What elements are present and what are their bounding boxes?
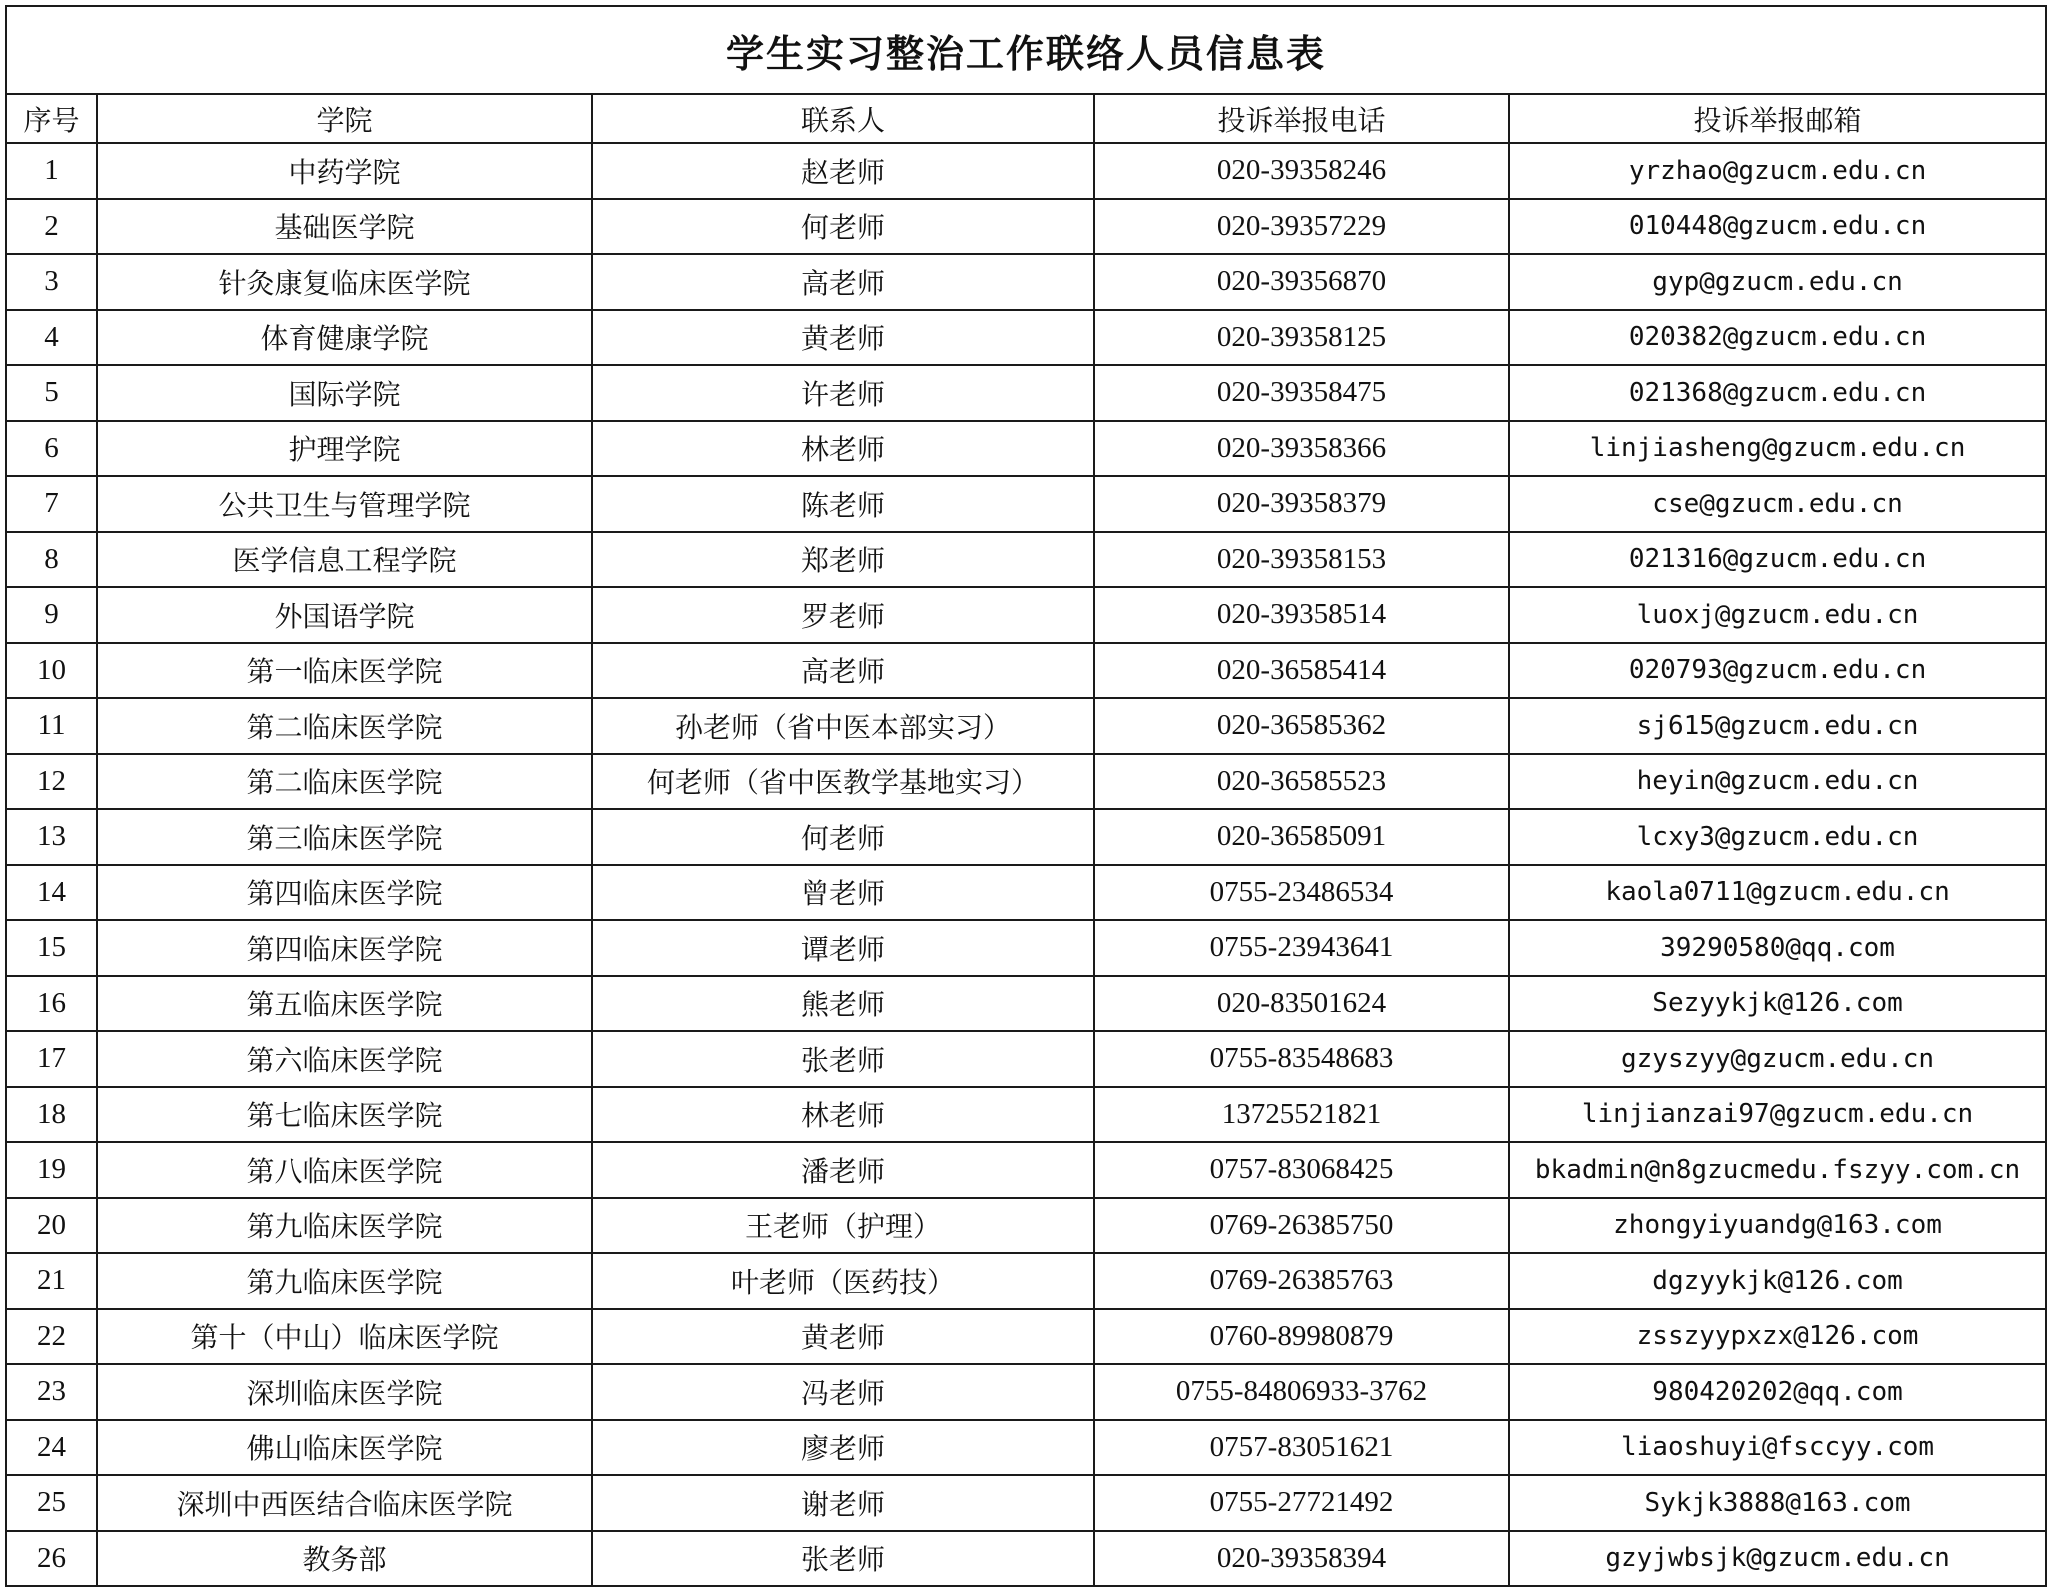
table-row <box>6 1364 2046 1420</box>
cell-seq: 4 <box>6 310 97 366</box>
cell-email: gyp@gzucm.edu.cn <box>1509 254 2046 310</box>
cell-phone: 0755-83548683 <box>1094 1031 1509 1087</box>
cell-contact: 林老师 <box>592 1087 1094 1143</box>
cell-seq: 12 <box>6 754 97 810</box>
cell-seq: 26 <box>6 1531 97 1587</box>
cell-seq: 3 <box>6 254 97 310</box>
cell-college: 中药学院 <box>97 143 592 199</box>
cell-contact: 熊老师 <box>592 976 1094 1032</box>
cell-phone: 0755-23943641 <box>1094 920 1509 976</box>
cell-contact: 叶老师（医药技） <box>592 1253 1094 1309</box>
cell-contact: 孙老师（省中医本部实习） <box>592 698 1094 754</box>
cell-college: 第九临床医学院 <box>97 1253 592 1309</box>
table-row <box>6 1475 2046 1531</box>
cell-email: kaola0711@gzucm.edu.cn <box>1509 865 2046 921</box>
cell-email: liaoshuyi@fsccyy.com <box>1509 1420 2046 1476</box>
cell-college: 第八临床医学院 <box>97 1142 592 1198</box>
contact-table <box>5 5 2047 1587</box>
cell-phone: 020-83501624 <box>1094 976 1509 1032</box>
table-row <box>6 421 2046 477</box>
cell-email: 020793@gzucm.edu.cn <box>1509 643 2046 699</box>
cell-college: 基础医学院 <box>97 199 592 255</box>
cell-email: yrzhao@gzucm.edu.cn <box>1509 143 2046 199</box>
cell-phone: 0757-83068425 <box>1094 1142 1509 1198</box>
table-row <box>6 1198 2046 1254</box>
cell-college: 第四临床医学院 <box>97 865 592 921</box>
cell-seq: 10 <box>6 643 97 699</box>
cell-seq: 11 <box>6 698 97 754</box>
table-row <box>6 254 2046 310</box>
header-contact: 联系人 <box>592 94 1094 143</box>
cell-contact: 黄老师 <box>592 1309 1094 1365</box>
cell-contact: 何老师（省中医教学基地实习） <box>592 754 1094 810</box>
cell-email: 021368@gzucm.edu.cn <box>1509 365 2046 421</box>
cell-phone: 13725521821 <box>1094 1087 1509 1143</box>
cell-seq: 22 <box>6 1309 97 1365</box>
cell-college: 第九临床医学院 <box>97 1198 592 1254</box>
cell-college: 医学信息工程学院 <box>97 532 592 588</box>
cell-contact: 廖老师 <box>592 1420 1094 1476</box>
cell-contact: 赵老师 <box>592 143 1094 199</box>
cell-email: 010448@gzucm.edu.cn <box>1509 199 2046 255</box>
cell-seq: 1 <box>6 143 97 199</box>
cell-contact: 张老师 <box>592 1531 1094 1587</box>
table-row <box>6 365 2046 421</box>
cell-phone: 0755-27721492 <box>1094 1475 1509 1531</box>
cell-email: zsszyypxzx@126.com <box>1509 1309 2046 1365</box>
cell-seq: 15 <box>6 920 97 976</box>
table-row <box>6 643 2046 699</box>
cell-seq: 9 <box>6 587 97 643</box>
table-row <box>6 476 2046 532</box>
table-row <box>6 143 2046 199</box>
table-row <box>6 976 2046 1032</box>
cell-contact: 曾老师 <box>592 865 1094 921</box>
table-row <box>6 865 2046 921</box>
cell-email: bkadmin@n8gzucmedu.fszyy.com.cn <box>1509 1142 2046 1198</box>
cell-email: 980420202@qq.com <box>1509 1364 2046 1420</box>
header-phone: 投诉举报电话 <box>1094 94 1509 143</box>
cell-seq: 20 <box>6 1198 97 1254</box>
cell-contact: 林老师 <box>592 421 1094 477</box>
cell-seq: 5 <box>6 365 97 421</box>
cell-contact: 谢老师 <box>592 1475 1094 1531</box>
table-row <box>6 1420 2046 1476</box>
cell-seq: 25 <box>6 1475 97 1531</box>
cell-phone: 020-39358366 <box>1094 421 1509 477</box>
table-row <box>6 1031 2046 1087</box>
cell-seq: 24 <box>6 1420 97 1476</box>
cell-email: gzyszyy@gzucm.edu.cn <box>1509 1031 2046 1087</box>
cell-phone: 020-36585091 <box>1094 809 1509 865</box>
table-row <box>6 809 2046 865</box>
cell-college: 第二临床医学院 <box>97 698 592 754</box>
table-row <box>6 532 2046 588</box>
contact-info-sheet <box>5 5 2045 1587</box>
cell-phone: 020-39356870 <box>1094 254 1509 310</box>
cell-seq: 6 <box>6 421 97 477</box>
cell-phone: 0760-89980879 <box>1094 1309 1509 1365</box>
cell-contact: 何老师 <box>592 809 1094 865</box>
table-body <box>6 143 2046 1586</box>
cell-phone: 0769-26385763 <box>1094 1253 1509 1309</box>
cell-phone: 0769-26385750 <box>1094 1198 1509 1254</box>
cell-phone: 020-39358125 <box>1094 310 1509 366</box>
cell-contact: 高老师 <box>592 254 1094 310</box>
cell-contact: 郑老师 <box>592 532 1094 588</box>
cell-email: linjianzai97@gzucm.edu.cn <box>1509 1087 2046 1143</box>
cell-college: 第三临床医学院 <box>97 809 592 865</box>
cell-college: 第一临床医学院 <box>97 643 592 699</box>
cell-contact: 王老师（护理） <box>592 1198 1094 1254</box>
cell-college: 第五临床医学院 <box>97 976 592 1032</box>
cell-email: sj615@gzucm.edu.cn <box>1509 698 2046 754</box>
cell-contact: 许老师 <box>592 365 1094 421</box>
cell-college: 第十（中山）临床医学院 <box>97 1309 592 1365</box>
cell-contact: 谭老师 <box>592 920 1094 976</box>
cell-email: 39290580@qq.com <box>1509 920 2046 976</box>
header-row <box>6 94 2046 143</box>
cell-contact: 高老师 <box>592 643 1094 699</box>
cell-phone: 0755-23486534 <box>1094 865 1509 921</box>
cell-phone: 020-36585414 <box>1094 643 1509 699</box>
cell-email: 020382@gzucm.edu.cn <box>1509 310 2046 366</box>
cell-seq: 18 <box>6 1087 97 1143</box>
cell-email: heyin@gzucm.edu.cn <box>1509 754 2046 810</box>
cell-college: 外国语学院 <box>97 587 592 643</box>
cell-phone: 020-39358394 <box>1094 1531 1509 1587</box>
table-row <box>6 698 2046 754</box>
cell-email: 021316@gzucm.edu.cn <box>1509 532 2046 588</box>
table-row <box>6 1309 2046 1365</box>
cell-email: luoxj@gzucm.edu.cn <box>1509 587 2046 643</box>
table-title: 学生实习整治工作联络人员信息表 <box>6 6 2046 94</box>
cell-contact: 黄老师 <box>592 310 1094 366</box>
cell-college: 深圳临床医学院 <box>97 1364 592 1420</box>
cell-college: 第七临床医学院 <box>97 1087 592 1143</box>
header-college: 学院 <box>97 94 592 143</box>
cell-seq: 2 <box>6 199 97 255</box>
table-row <box>6 1531 2046 1587</box>
table-row <box>6 1142 2046 1198</box>
cell-seq: 16 <box>6 976 97 1032</box>
cell-contact: 张老师 <box>592 1031 1094 1087</box>
cell-contact: 潘老师 <box>592 1142 1094 1198</box>
cell-contact: 罗老师 <box>592 587 1094 643</box>
cell-seq: 14 <box>6 865 97 921</box>
cell-phone: 020-39357229 <box>1094 199 1509 255</box>
header-email: 投诉举报邮箱 <box>1509 94 2046 143</box>
cell-college: 公共卫生与管理学院 <box>97 476 592 532</box>
table-row <box>6 754 2046 810</box>
cell-contact: 何老师 <box>592 199 1094 255</box>
cell-seq: 8 <box>6 532 97 588</box>
cell-email: dgzyykjk@126.com <box>1509 1253 2046 1309</box>
cell-email: Sezyykjk@126.com <box>1509 976 2046 1032</box>
cell-phone: 020-39358246 <box>1094 143 1509 199</box>
cell-email: gzyjwbsjk@gzucm.edu.cn <box>1509 1531 2046 1587</box>
cell-phone: 020-39358475 <box>1094 365 1509 421</box>
cell-college: 第二临床医学院 <box>97 754 592 810</box>
cell-seq: 19 <box>6 1142 97 1198</box>
cell-phone: 020-36585362 <box>1094 698 1509 754</box>
header-seq: 序号 <box>6 94 97 143</box>
table-row <box>6 920 2046 976</box>
cell-email: Sykjk3888@163.com <box>1509 1475 2046 1531</box>
cell-email: linjiasheng@gzucm.edu.cn <box>1509 421 2046 477</box>
table-row <box>6 1087 2046 1143</box>
cell-phone: 0755-84806933-3762 <box>1094 1364 1509 1420</box>
cell-contact: 冯老师 <box>592 1364 1094 1420</box>
cell-phone: 020-39358153 <box>1094 532 1509 588</box>
cell-college: 深圳中西医结合临床医学院 <box>97 1475 592 1531</box>
cell-seq: 7 <box>6 476 97 532</box>
cell-seq: 23 <box>6 1364 97 1420</box>
table-row <box>6 1253 2046 1309</box>
cell-seq: 21 <box>6 1253 97 1309</box>
table-row <box>6 587 2046 643</box>
cell-email: zhongyiyuandg@163.com <box>1509 1198 2046 1254</box>
cell-college: 针灸康复临床医学院 <box>97 254 592 310</box>
cell-email: lcxy3@gzucm.edu.cn <box>1509 809 2046 865</box>
cell-phone: 020-39358379 <box>1094 476 1509 532</box>
cell-phone: 020-36585523 <box>1094 754 1509 810</box>
cell-seq: 17 <box>6 1031 97 1087</box>
cell-phone: 0757-83051621 <box>1094 1420 1509 1476</box>
cell-college: 体育健康学院 <box>97 310 592 366</box>
cell-contact: 陈老师 <box>592 476 1094 532</box>
cell-seq: 13 <box>6 809 97 865</box>
cell-college: 教务部 <box>97 1531 592 1587</box>
cell-phone: 020-39358514 <box>1094 587 1509 643</box>
cell-college: 国际学院 <box>97 365 592 421</box>
cell-college: 佛山临床医学院 <box>97 1420 592 1476</box>
cell-college: 第四临床医学院 <box>97 920 592 976</box>
cell-email: cse@gzucm.edu.cn <box>1509 476 2046 532</box>
table-row <box>6 199 2046 255</box>
cell-college: 护理学院 <box>97 421 592 477</box>
table-row <box>6 310 2046 366</box>
cell-college: 第六临床医学院 <box>97 1031 592 1087</box>
